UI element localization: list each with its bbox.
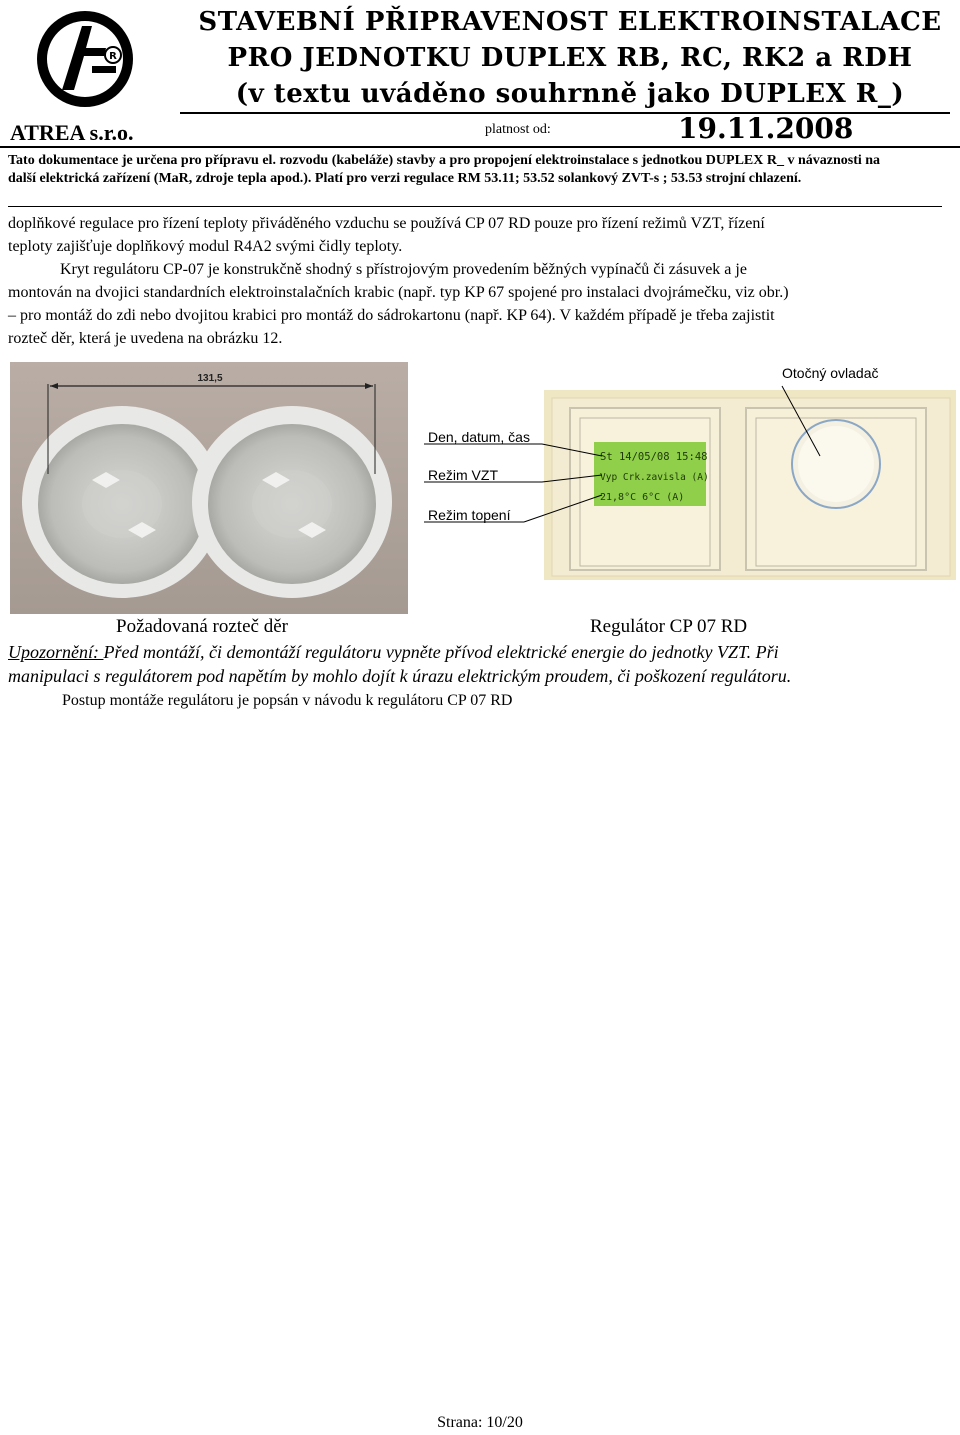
lcd-line-1: St 14/05/08 15:48 [600, 451, 708, 463]
paragraph-1-line: doplňkové regulace pro řízení teploty přiváděného vzduchu se používá CP 07 RD pouze pro řízení režimů VZT, řízení [8, 215, 765, 232]
label-rotary-knob: Otočný ovladač [782, 365, 879, 381]
svg-text:R: R [109, 51, 117, 62]
document-title-line-1: STAVEBNÍ PŘIPRAVENOST ELEKTROINSTALACE [198, 7, 942, 37]
warning-text-2: manipulaci s regulátorem pod napětím by mohlo dojít k úrazu elektrickým proudem, či poškození regulátoru. [8, 666, 792, 686]
document-scope-note [8, 152, 952, 188]
paragraph-2-line: – pro montáž do zdi nebo dvojitou krabici pro montáž do sádrokartonu (např. KP 64). V každém případě je třeba zajistit [8, 307, 775, 324]
junction-box-right [192, 406, 392, 598]
procedure-note: Postup montáže regulátoru je popsán v návodu k regulátoru CP 07 RD [62, 692, 513, 709]
warning-label: Upozornění: [8, 642, 104, 662]
lcd-line-3: 21,8°C 6°C (A) [600, 492, 685, 503]
paragraph-2-line: Kryt regulátoru CP-07 je konstrukčně shodný s přístrojovým provedením běžných vypínačů či zásuvek a je [60, 261, 747, 278]
paragraph-1 [8, 212, 953, 350]
company-logo [34, 8, 136, 110]
label-heating-mode: Režim topení [428, 507, 511, 523]
paragraph-2-line: montován na dvojici standardních elektroinstalačních krabic (např. typ KP 67 spojené pro instalaci dvojrámečku, viz obr.) [8, 284, 789, 301]
header-bottom-line [0, 146, 960, 148]
paragraph-1-line: teploty zajišťuje doplňkový modul R4A2 svými čidly teploty. [8, 238, 403, 255]
warning-text-1: Před montáží, či demontáží regulátoru vypněte přívod elektrické energie do jednotky VZT. Při [103, 642, 779, 662]
figure-right-caption: Regulátor CP 07 RD [590, 616, 748, 637]
document-title-line-2: PRO JEDNOTKU DUPLEX RB, RC, RK2 a RDH [227, 43, 913, 73]
page-number: Strana: 10/20 [437, 1414, 523, 1431]
paragraph-2-line: rozteč děr, která je uvedena na obrázku 12. [8, 330, 283, 347]
validity-label: platnost od: [485, 122, 551, 137]
label-date-time: Den, datum, čas [428, 429, 530, 445]
validity-date: 19.11.2008 [678, 112, 854, 145]
figure-left-caption: Požadovaná rozteč děr [116, 616, 288, 637]
regulator-photo [420, 360, 956, 580]
note-divider [8, 206, 942, 207]
lcd-line-2: Vyp Crk.zavisla (A) [600, 472, 709, 483]
note-line-2: další elektrická zařízení (MaR, zdroje tepla apod.). Platí pro verzi regulace RM 53.11; 53.52 solankový ZVT-s ; 53.53 strojní chlazení. [8, 171, 802, 186]
warning-block [8, 640, 958, 688]
note-line-1: Tato dokumentace je určena pro přípravu el. rozvodu (kabeláže) stavby a pro propojení elektroinstalace s jednotkou DUPLEX R_ v návaznosti na [8, 153, 881, 168]
company-name: ATREA s.r.o. [10, 120, 134, 145]
junction-boxes-photo [10, 362, 408, 614]
dimension-label: 131,5 [197, 373, 223, 384]
document-title-line-3: (v textu uváděno souhrnně jako DUPLEX R_) [235, 79, 905, 109]
label-ventilation-mode: Režim VZT [428, 467, 498, 483]
